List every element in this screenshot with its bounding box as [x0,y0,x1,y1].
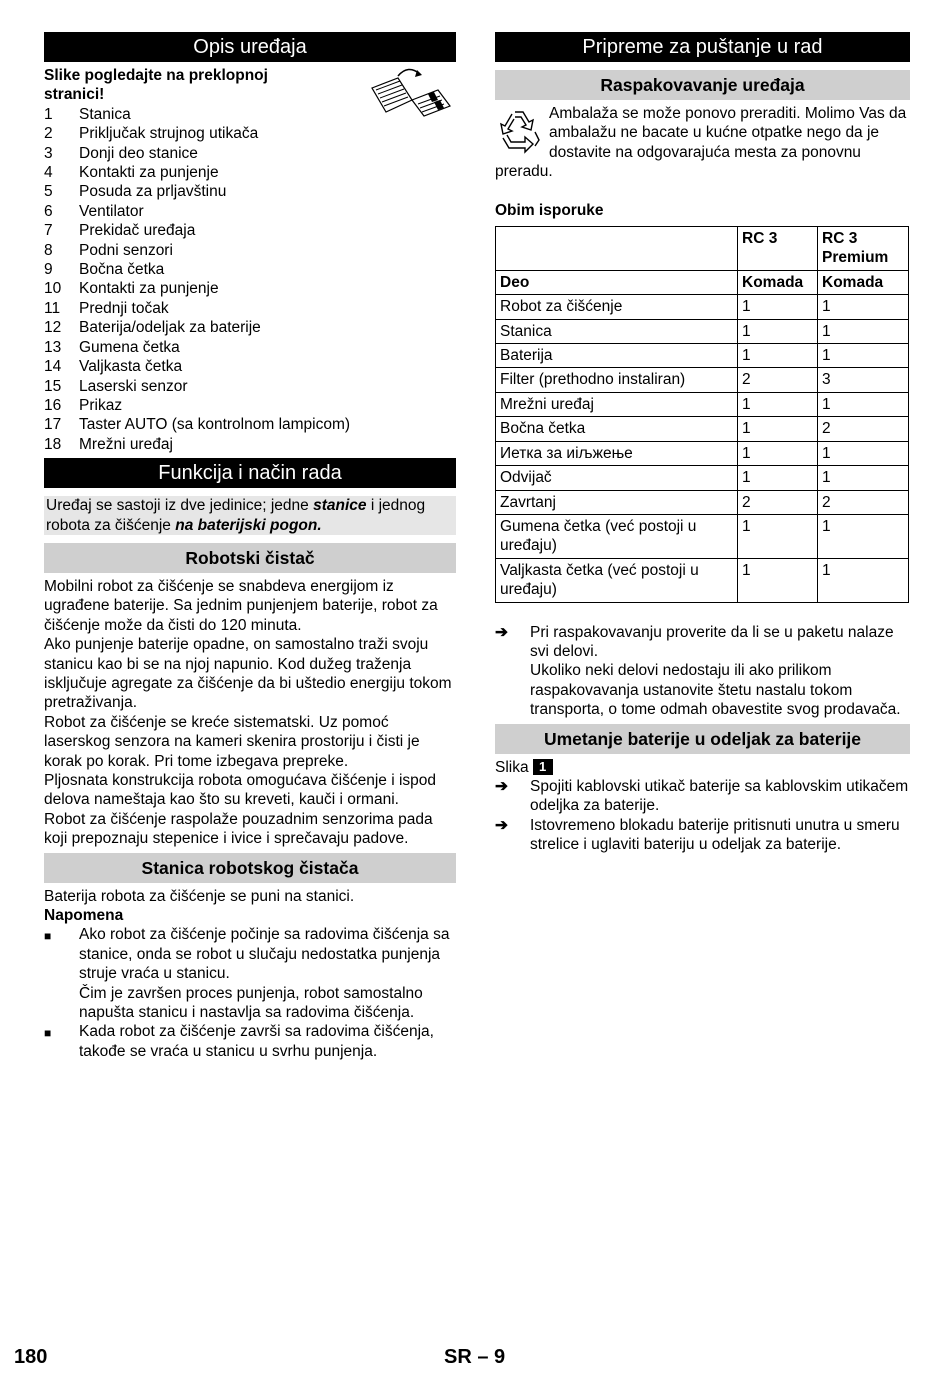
robot-description [44,577,456,849]
step-item: ➔ Spojiti kablovski utikač baterije sa kablovskim utikačem odeljka za baterije. [495,777,909,815]
table-row: Baterija 1 1 [496,344,909,368]
recycle-note [495,104,910,182]
check-item: ➔ Pri raspakovavanju proverite da li se u paketu nalaze svi delovi. Ukoliko neki delovi nedostaju ili ako prilikom raspakovavanja ustanovite štetu nastalu tokom transporta, o tome odmah obavestite svog prodavača. [495,623,901,719]
table-header-row: RC 3 RC 3 Premium [496,227,909,271]
list-item: 4 Kontakti za punjenje [44,164,219,182]
table-header-row: Deo Komada Komada [496,270,909,294]
parts-list [44,105,456,454]
heading-umetanje: Umetanje baterije u odeljak za baterije [495,724,910,754]
arrow-right-icon: ➔ [495,777,508,795]
paragraph: Mobilni robot za čišćenje se snabdeva energijom iz ugrađene baterije. Sa jednim punjenjem baterije, robot za čišćenje može da čisti do 120 minuta. [44,577,438,634]
section-code: SR – 9 [444,1346,506,1368]
paragraph: Pljosnata konstrukcija robota omogućava čišćenje i ispod delova nameštaja kao što su kreveti, kauči i ormani. [44,772,437,809]
bullet-square-icon: ■ [44,929,52,944]
paragraph: Ako punjenje baterije opadne, on samostalno traži svoju stanicu kao bi se na njoj napunio. Kod dužeg traženja isključuje agregate za čišćenje da bi uštedio energiju tokom pretraživanja. [44,636,452,712]
table-row: Bočna četka 1 2 [496,417,909,441]
table-row: Gumena četka (već postoji u uređaju) 1 1 [496,514,909,558]
heading-pripreme: Pripreme za puštanje u rad [495,32,910,62]
paragraph: Baterija robota za čišćenje se puni na stanici. [44,887,355,905]
list-item: 7 Prekidač uređaja [44,222,196,240]
list-item: 3 Donji deo stanice [44,144,198,162]
bullet-square-icon: ■ [44,1026,52,1041]
stanica-section [44,887,456,1062]
right-column [495,32,910,855]
left-column [44,32,456,1061]
note-label: Napomena [44,907,124,925]
list-item: 1 Stanica [44,105,131,123]
page-number: 180 [14,1346,48,1368]
step-item: ➔ Istovremeno blokadu baterije pritisnuti unutra u smeru strelice i uglaviti bateriju u odeljak za baterije. [495,816,900,854]
heading-robotski: Robotski čistač [44,543,456,573]
table-row: Valjkasta četka (već postoji u uređaju) 1 1 [496,558,909,602]
figure-number-badge: 1 [533,759,553,775]
recycle-text: Ambalaža se može ponovo preraditi. Molimo Vas da ambalažu ne bacate u kućne otpatke nego da je dostavite na odgovarajuća mesta za ponovnu preradu. [495,105,907,181]
list-item: 14 Valjkasta četka [44,358,183,376]
see-fold-text: Slike pogledajte na preklopnoj stranici! [44,67,268,104]
list-item: 5 Posuda za prljavštinu [44,183,227,201]
list-item: 2 Priključak strujnog utikača [44,125,259,143]
table-row: Filter (prethodno instaliran) 2 3 [496,368,909,392]
list-item: 10 Kontakti za punjenje [44,280,219,298]
heading-stanica: Stanica robotskog čistača [44,853,456,883]
list-item: 12 Baterija/odeljak za baterije [44,319,261,337]
list-item: 6 Ventilator [44,202,144,220]
list-item: 11 Prednji točak [44,299,169,317]
list-item: 15 Laserski senzor [44,377,188,395]
table-row: Mrežni uređaj 1 1 [496,392,909,416]
table-row: Zavrtanj 2 2 [496,490,909,514]
paragraph: Robot za čišćenje raspolaže pouzadnim senzorima pada koji prepoznaju stepenice i ivice i sprečavaju padove. [44,810,433,848]
table-row: Иетка за иіљжење 1 1 [496,441,909,465]
list-item: 18 Mrežni uređaj [44,435,173,453]
table-row: Odvijač 1 1 [496,466,909,490]
list-item: 9 Bočna četka [44,261,165,279]
delivery-table [495,226,909,603]
fold-page-icon [368,66,454,118]
figure-ref: Slika 1 [495,758,910,777]
obim-heading: Obim isporuke [495,201,604,219]
table-row: Stanica 1 1 [496,319,909,343]
list-item: 8 Podni senzori [44,241,173,259]
heading-opis: Opis uređaja [44,32,456,62]
arrow-right-icon: ➔ [495,623,508,641]
list-item: 17 Taster AUTO (sa kontrolnom lampicom) [44,416,351,434]
list-item: 13 Gumena četka [44,338,180,356]
paragraph: Robot za čišćenje se kreće sistematski. Uz pomoć laserskog senzora na kameri skenira prostoriju i čisti je korak po korak. Pri tome izbegava prepreke. [44,713,420,770]
arrow-right-icon: ➔ [495,816,508,834]
intro-text: Uređaj se sastoji iz dve jedinice; jedne stanice i jednog robota za čišćenje na baterijski pogon. [44,496,456,535]
bullet-item: ■ Ako robot za čišćenje počinje sa radovima čišćenja sa stanice, onda se robot u slučaju nedostatka punjenja struje vraća u stanicu. Čim je završen proces punjenja, robot samostalno napušta stanicu i nastavlja sa radovima čišćenja. [44,926,450,1022]
list-item: 16 Prikaz [44,396,123,414]
table-row: Robot za čišćenje 1 1 [496,295,909,319]
heading-funkcija: Funkcija i način rada [44,458,456,488]
recycle-icon [495,108,543,154]
bullet-item: ■ Kada robot za čišćenje završi sa radovima čišćenja, takođe se vraća u stanicu u svrhu punjenja. [44,1023,434,1060]
fold-note [44,66,456,105]
heading-raspakovavanje: Raspakovavanje uređaja [495,70,910,100]
